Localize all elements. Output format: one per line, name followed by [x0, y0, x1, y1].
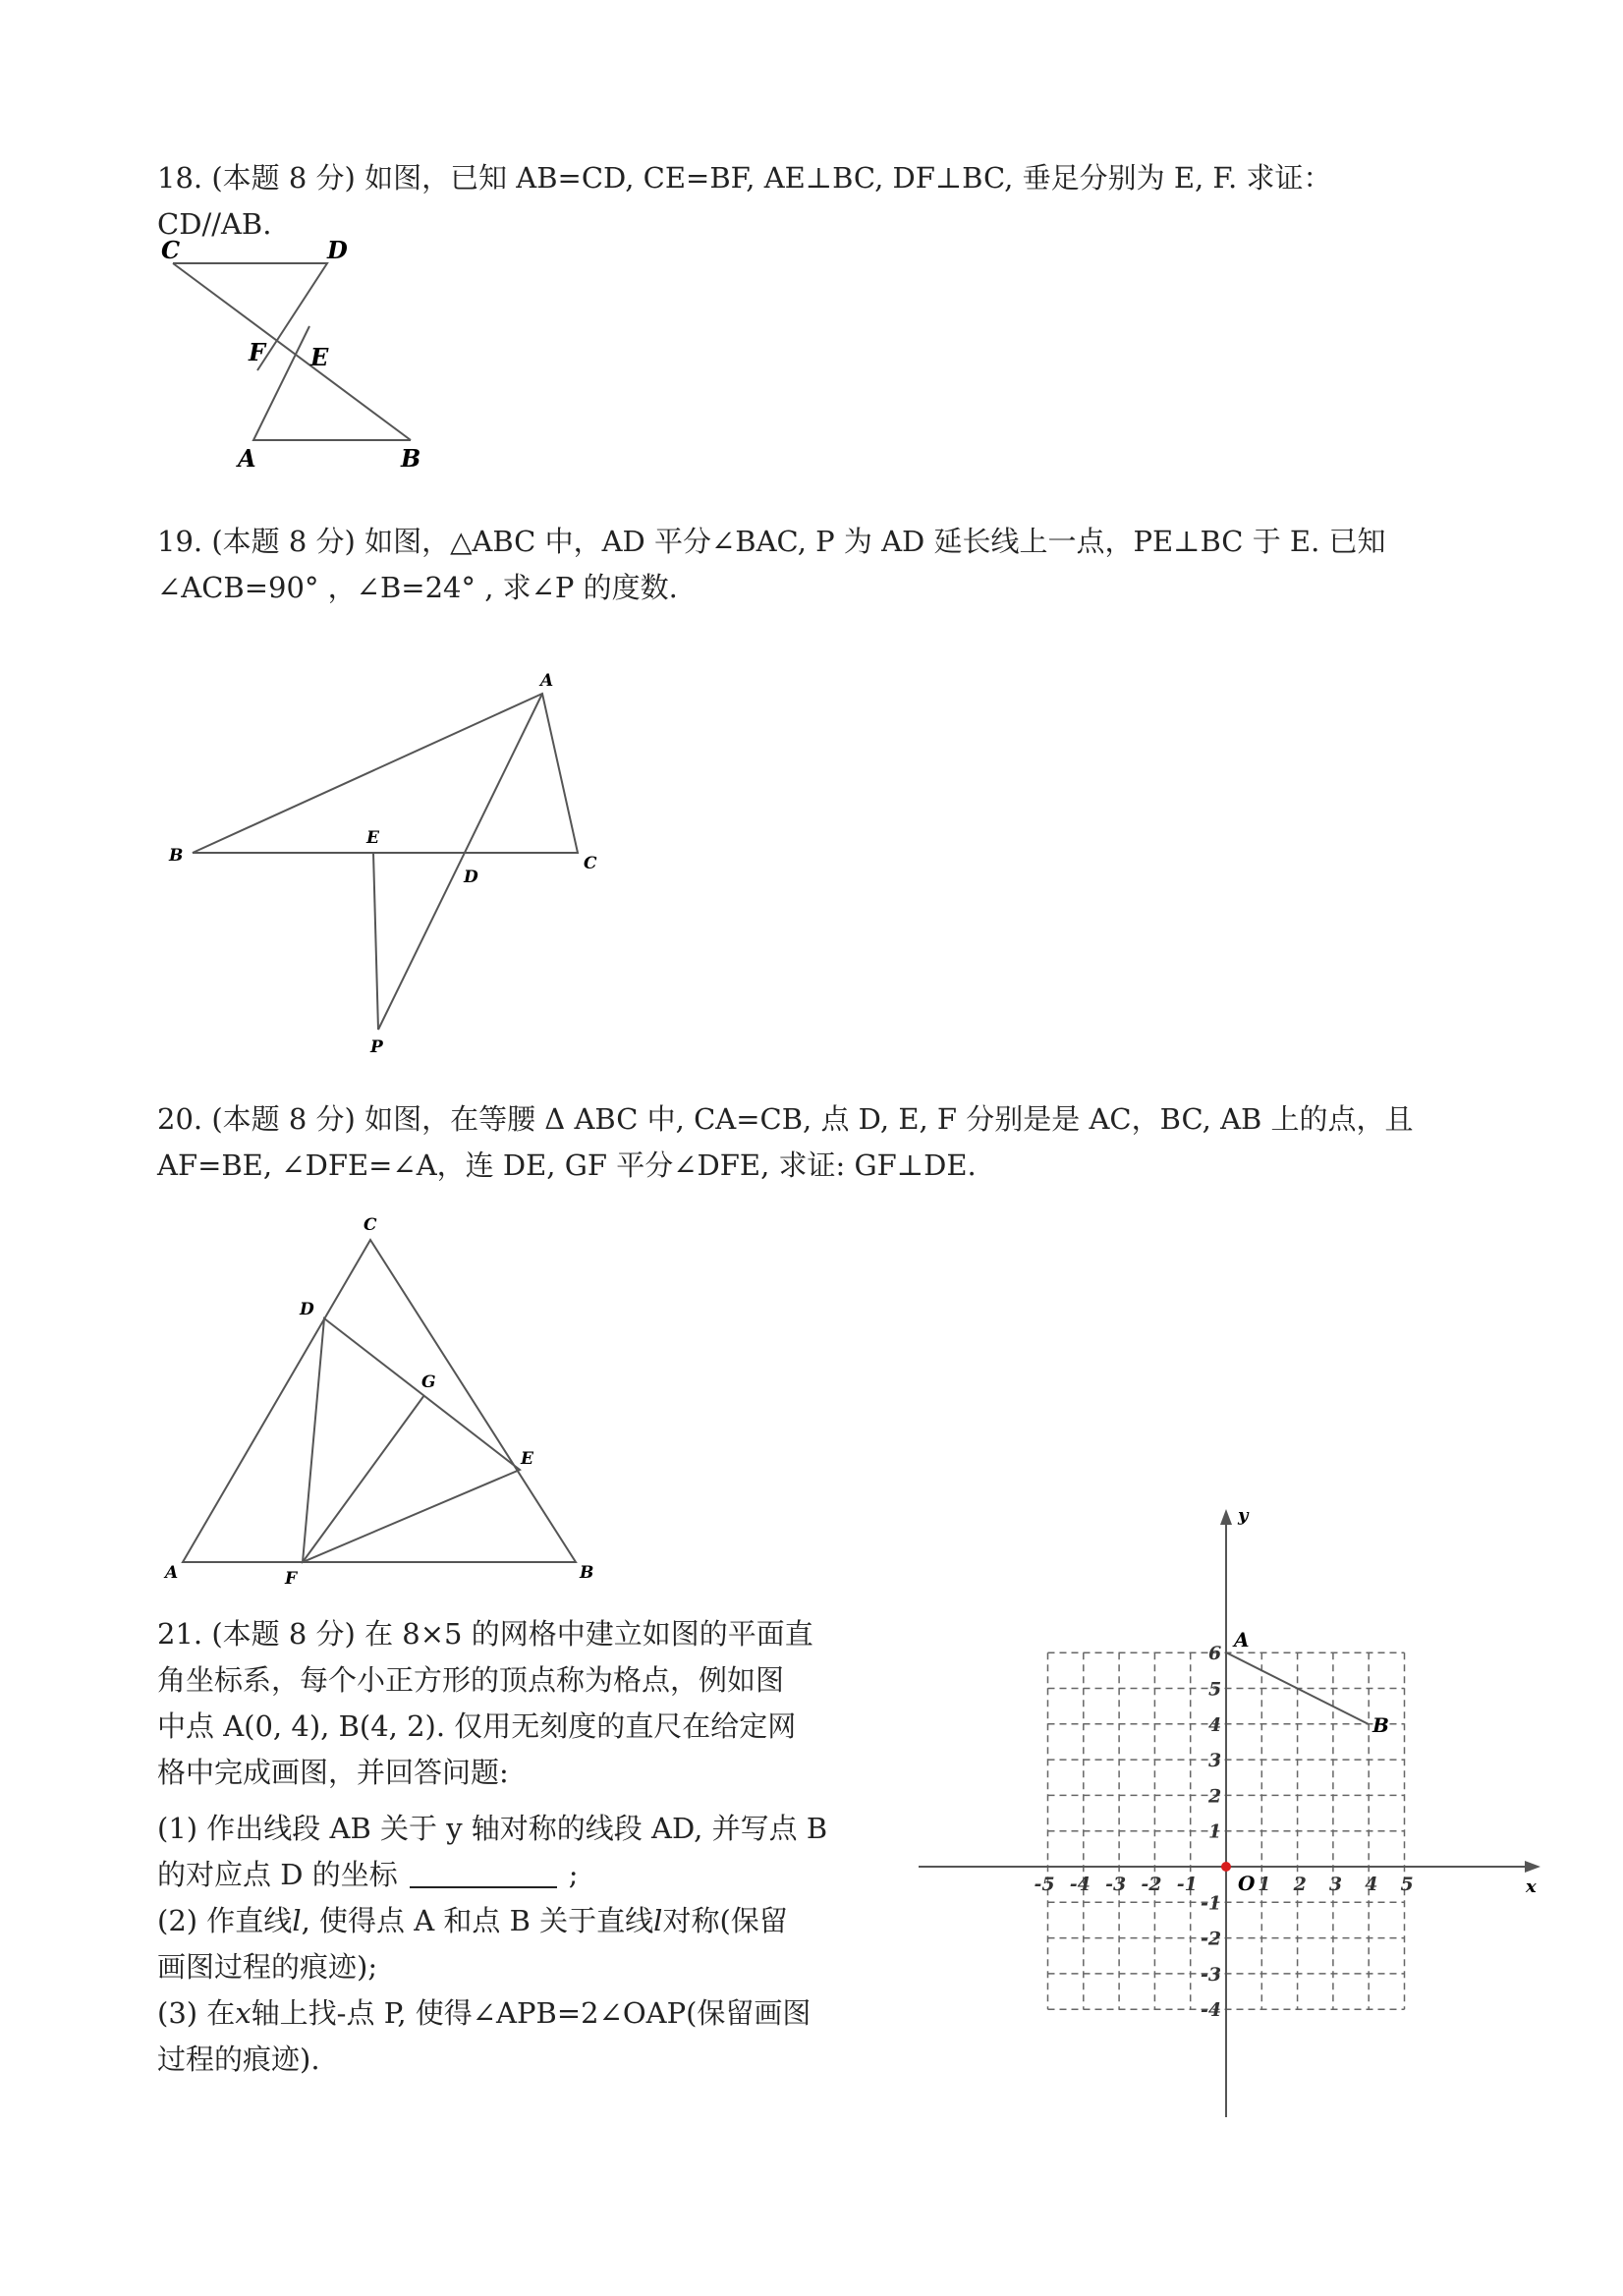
x-tick-label: -4: [1069, 1874, 1091, 1895]
question-18-text: 18. (本题 8 分) 如图，已知 AB=CD, CE=BF, AE⊥BC, DF⊥BC, 垂足分别为 E, F. 求证：CD//AB.: [157, 161, 1332, 241]
x-tick-label: 5: [1400, 1874, 1414, 1895]
y-tick-label: 2: [1208, 1785, 1222, 1808]
fig18-label-e: E: [310, 343, 329, 371]
fig19-label-d: D: [464, 868, 478, 887]
question-21-part-2-line-1: [157, 1898, 889, 1944]
y-tick-label: 5: [1208, 1678, 1222, 1701]
x-tick-label: 4: [1365, 1874, 1378, 1895]
x-tick-label: -2: [1141, 1874, 1162, 1895]
x-tick-label: 1: [1258, 1874, 1271, 1895]
fig20-triangle-dfe: [303, 1318, 520, 1562]
fig20-label-c: C: [364, 1215, 377, 1235]
fig20-label-a: A: [165, 1563, 179, 1583]
coordinate-grid: [904, 1503, 1552, 2132]
x-tick-labels: [1035, 1874, 1414, 1895]
part-3-text-a: (3) 在: [157, 1996, 236, 2030]
question-21-line-3: 中点 A(0, 4), B(4, 2). 仅用无刻度的直尺在给定网: [157, 1709, 797, 1743]
fig19-line-a-p: [378, 694, 542, 1030]
x-axis-arrow: [1525, 1861, 1540, 1873]
question-20-line-2: AF=BE, ∠DFE=∠A，连 DE, GF 平分∠DFE, 求证: GF⊥DE.: [157, 1148, 977, 1182]
x-tick-label: -3: [1105, 1874, 1127, 1895]
y-tick-label: 1: [1208, 1820, 1222, 1843]
origin-label: O: [1238, 1872, 1256, 1895]
fig19-label-a: A: [540, 671, 554, 691]
question-19-line-1: 19. (本题 8 分) 如图，△ABC 中，AD 平分∠BAC, P 为 AD 延长线上一点，PE⊥BC 于 E. 已知: [157, 525, 1386, 558]
origin-dot: [1221, 1862, 1231, 1872]
figure-20: [157, 1208, 609, 1601]
question-21-line-4: 格中完成画图，并回答问题:: [157, 1756, 509, 1789]
y-tick-label: -4: [1201, 1999, 1222, 2022]
y-tick-label: -3: [1201, 1963, 1222, 1986]
question-21-line-1: 21. (本题 8 分) 在 8×5 的网格中建立如图的平面直: [157, 1617, 813, 1651]
y-tick-label: -2: [1201, 1928, 1222, 1950]
question-19-line-2: ∠ACB=90° ，∠B=24° , 求∠P 的度数.: [157, 571, 678, 604]
x-tick-label: -5: [1034, 1874, 1055, 1895]
part-1-end: ;: [568, 1858, 579, 1891]
fig20-label-g: G: [421, 1372, 436, 1392]
fig20-label-d: D: [300, 1300, 314, 1319]
fig18-line-c-b: [173, 263, 411, 440]
question-20: [157, 1096, 1434, 1189]
y-axis-label: y: [1238, 1505, 1249, 1526]
part-3-x-symbol: x: [235, 1996, 252, 2030]
fig20-label-f: F: [285, 1569, 298, 1589]
x-tick-label: 3: [1328, 1874, 1343, 1895]
y-tick-label: 6: [1208, 1643, 1222, 1665]
figure-18: [147, 236, 442, 472]
part-2-line-symbol-2: l: [653, 1904, 663, 1937]
x-axis-label: x: [1526, 1876, 1537, 1897]
x-tick-label: 2: [1293, 1874, 1307, 1895]
part-3-text-b: 轴上找-点 P, 使得∠APB=2∠OAP(保留画图: [251, 1996, 812, 2030]
question-18: [157, 155, 1434, 248]
question-21-line-2: 角坐标系，每个小正方形的顶点称为格点，例如图: [157, 1663, 785, 1697]
part-2-text-a: (2) 作直线: [157, 1904, 293, 1937]
figure-19: [157, 668, 609, 1061]
fig19-triangle-abc: [193, 694, 578, 853]
fig18-label-a: A: [238, 444, 256, 473]
fig18-label-f: F: [249, 338, 266, 366]
point-b-label: B: [1372, 1713, 1389, 1737]
fig19-label-c: C: [584, 854, 597, 873]
fig18-label-d: D: [327, 236, 348, 264]
question-21: [157, 1611, 889, 2083]
question-21-part-3-line-2: 过程的痕迹).: [157, 2043, 320, 2076]
fig19-label-p: P: [370, 1037, 383, 1057]
question-21-part-1-line-2: [157, 1852, 889, 1898]
point-a-label: A: [1234, 1628, 1250, 1652]
x-tick-label: -1: [1176, 1874, 1198, 1895]
question-21-part-3-line-1: [157, 1990, 889, 2037]
question-21-part-2-line-2: 画图过程的痕迹);: [157, 1950, 378, 1984]
part-2-text-b: , 使得点 A 和点 B 关于直线: [301, 1904, 654, 1937]
y-axis-arrow: [1220, 1509, 1232, 1525]
question-20-line-1: 20. (本题 8 分) 如图，在等腰 Δ ABC 中, CA=CB, 点 D, E, F 分别是是 AC，BC, AB 上的点，且: [157, 1102, 1414, 1136]
y-tick-label: 4: [1208, 1713, 1222, 1736]
y-tick-label: 3: [1208, 1750, 1222, 1772]
y-tick-labels: [1201, 1643, 1221, 2021]
question-19: [157, 519, 1434, 611]
y-tick-label: -1: [1201, 1892, 1222, 1915]
answer-blank[interactable]: [410, 1861, 557, 1888]
fig18-label-b: B: [401, 444, 421, 473]
fig20-label-e: E: [521, 1449, 533, 1469]
part-1-prompt: 的对应点 D 的坐标: [157, 1858, 398, 1891]
fig20-label-b: B: [580, 1563, 594, 1583]
part-2-line-symbol: l: [292, 1904, 302, 1937]
fig19-line-e-p: [373, 853, 378, 1030]
fig19-label-b: B: [169, 846, 184, 866]
question-21-part-1-line-1: (1) 作出线段 AB 关于 y 轴对称的线段 AD, 并写点 B: [157, 1812, 828, 1845]
fig20-triangle-abc: [183, 1240, 576, 1562]
fig19-label-e: E: [366, 828, 379, 848]
fig18-label-c: C: [161, 236, 181, 264]
part-2-text-c: 对称(保留: [662, 1904, 788, 1937]
